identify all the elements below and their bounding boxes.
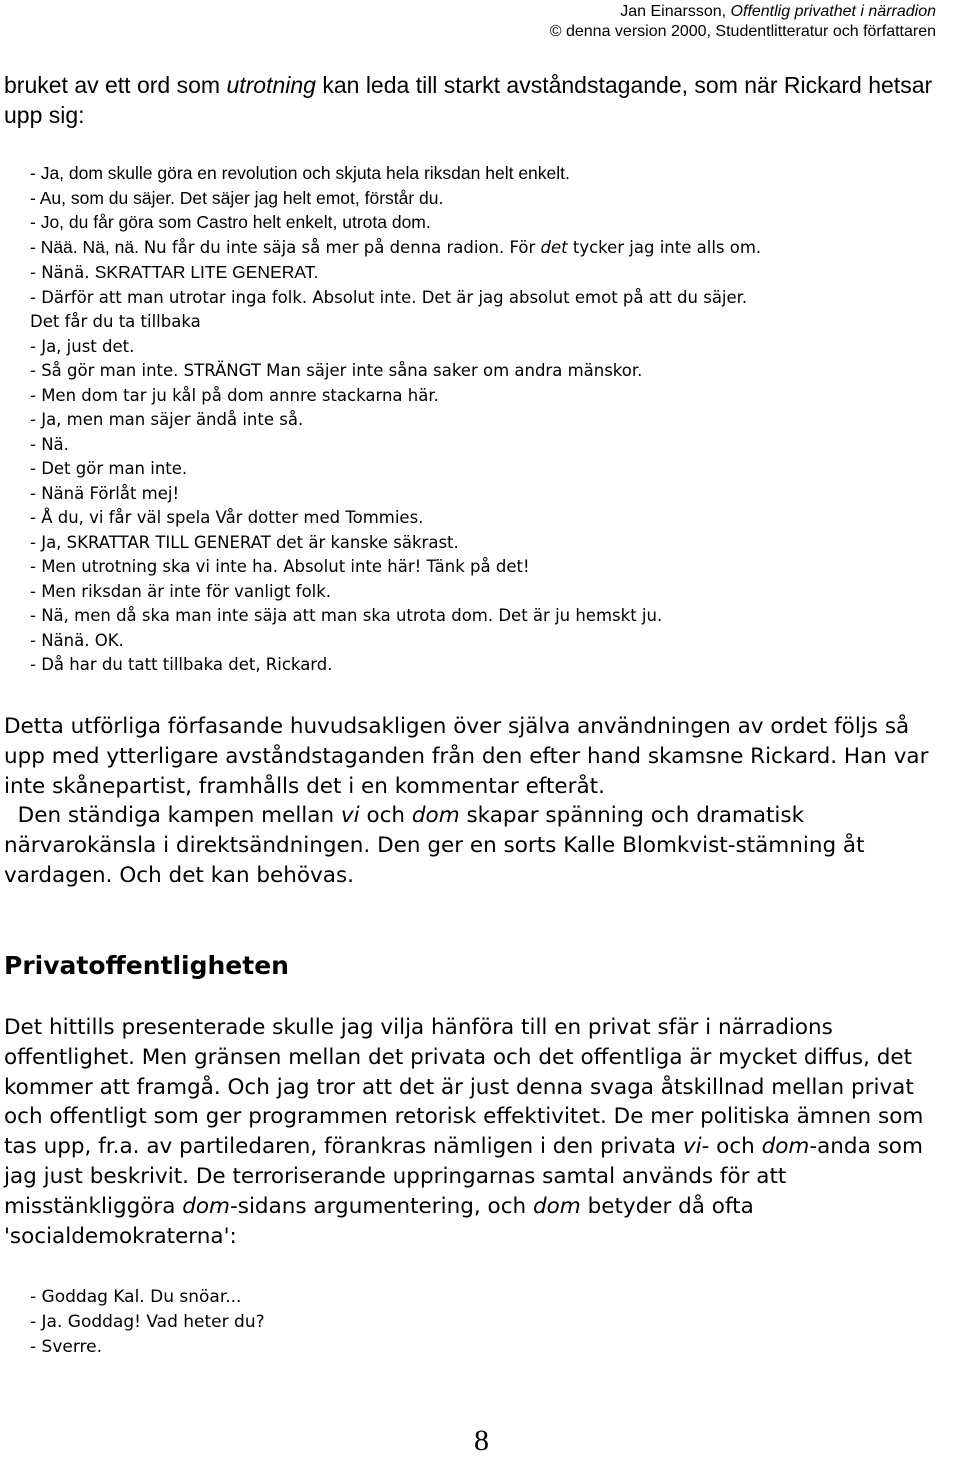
section-heading: Privatoffentligheten [4,951,289,980]
paragraph-text: -sidans argumentering, och [230,1193,533,1219]
dialogue-line: - Men riksdan är inte för vanligt folk. [30,581,332,601]
dialogue-line: - Nänä. OK. [30,630,124,650]
dialogue-segment: - Nää. Nä, nä. [30,236,144,257]
intro-paragraph [4,70,956,130]
intro-text-2: kan leda till starkt avståndstagande, som när Rickard hetsar upp sig: [4,72,933,128]
header-book-title: Offentlig privathet i närradion [730,3,936,20]
paragraph-italic: dom [761,1134,810,1160]
dialogue-line: - Nä. [30,434,69,454]
dialogue-line: - Därför att man utrotar inga folk. Absolut inte. Det är jag absolut emot på att du säjer. [30,287,748,307]
paragraph-text: -anda som jag just beskrivit. De terroriserande uppringarnas samtal används för att misstänkliggöra [4,1134,923,1219]
dialogue-transcript-2 [30,1285,265,1360]
page-number: 8 [474,1424,489,1457]
paragraph-text: - och [701,1134,762,1160]
dialogue-line [30,235,761,261]
dialogue-line [30,260,761,286]
dialogue-segment: - Nänä. [30,263,95,282]
dialogue-line: - Å du, vi får väl spela Vår dotter med Tommies. [30,508,424,527]
paragraph-italic: dom [182,1193,230,1219]
paragraph-italic: vi [340,803,360,829]
paragraph-italic: dom [532,1193,581,1219]
intro-text-1: bruket av ett ord som [4,72,227,98]
dialogue-line: - Det gör man inte. [30,459,188,478]
dialogue-line: - Ja, men man säjer ändå inte så. [30,410,304,429]
dialogue-line: - Nänä Förlåt mej! [30,483,180,503]
dialogue-italic: det [540,237,568,257]
dialogue-line: Det får du ta tillbaka [30,312,201,331]
dialogue-line: - Ja, SKRATTAR TILL GENERAT det är kanske säkrast. [30,532,459,552]
dialogue-line: - Nä, men då ska man inte säja att man ska utrota dom. Det är ju hemskt ju. [30,606,663,625]
dialogue-segment: Nu får du inte säja så mer på denna radion. För [143,237,541,257]
header-author: Jan Einarsson, [620,3,731,20]
paragraph-text: betyder då ofta 'socialdemokraterna': [4,1193,754,1249]
paragraph-text: Detta utförliga förfasande huvudsakligen över själva användningen av ordet följs så upp med ytterligare avståndstaganden från den efter hand skamsne Rickard. Han var inte skånepartist, framhålls det i en kommentar efteråt. [4,714,929,799]
header-copyright: © denna version 2000, Studentlitteratur och författaren [549,23,936,40]
body-paragraph-1 [4,712,956,891]
dialogue-line: - Men dom tar ju kål på dom annre stackarna här. [30,385,439,405]
dialogue-line: - Ja, dom skulle göra en revolution och skjuta hela riksdan helt enkelt. [30,163,570,183]
dialogue-transcript-1 [30,161,761,678]
dialogue-line: - Då har du tatt tillbaka det, Rickard. [30,655,333,674]
dialogue-line: - Men utrotning ska vi inte ha. Absolut inte här! Tänk på det! [30,557,530,576]
paragraph-italic: vi [682,1134,702,1160]
dialogue-line: - Jo, du får göra som Castro helt enkelt, utrota dom. [30,212,431,232]
page-header [550,2,936,42]
paragraph-text: Det hittills presenterade skulle jag vilja hänföra till en privat sfär i närradions offentlighet. Men gränsen mellan det privata och det offentliga är mycket diffus, det kommer att framgå. Och jag tror att det är just denna svaga åtskillnad mellan privat och offentligt som ger programmen retorisk effektivitet. De mer politiska ämnen som tas upp, fr.a. av partiledaren, förankras nämligen i den privata [4,1015,924,1160]
body-paragraph-2 [4,1013,956,1251]
dialogue-line: - Goddag Kal. Du snöar... [30,1287,242,1307]
paragraph-text: skapar spänning och dramatisk närvarokänsla i direktsändningen. Den ger en sorts Kalle Blomkvist-stämning åt vardagen. Och det kan behövas. [4,803,865,888]
intro-italic-word: utrotning [226,72,316,98]
dialogue-line: - Ja, just det. [30,336,135,356]
dialogue-line: - Så gör man inte. STRÄNGT Man säjer inte såna saker om andra mänskor. [30,361,643,380]
header-line-1 [550,2,936,22]
dialogue-segment: tycker jag inte alls om. [567,237,762,257]
paragraph-italic: dom [411,803,460,829]
paragraph-text: Den ständiga kampen mellan [4,803,341,829]
dialogue-line: - Ja. Goddag! Vad heter du? [30,1312,265,1332]
dialogue-line: - Au, som du säjer. Det säjer jag helt emot, förstår du. [30,187,444,208]
dialogue-segment: SKRATTAR LITE GENERAT. [94,262,319,282]
paragraph-text: och [359,803,412,829]
dialogue-line: - Sverre. [30,1337,103,1357]
